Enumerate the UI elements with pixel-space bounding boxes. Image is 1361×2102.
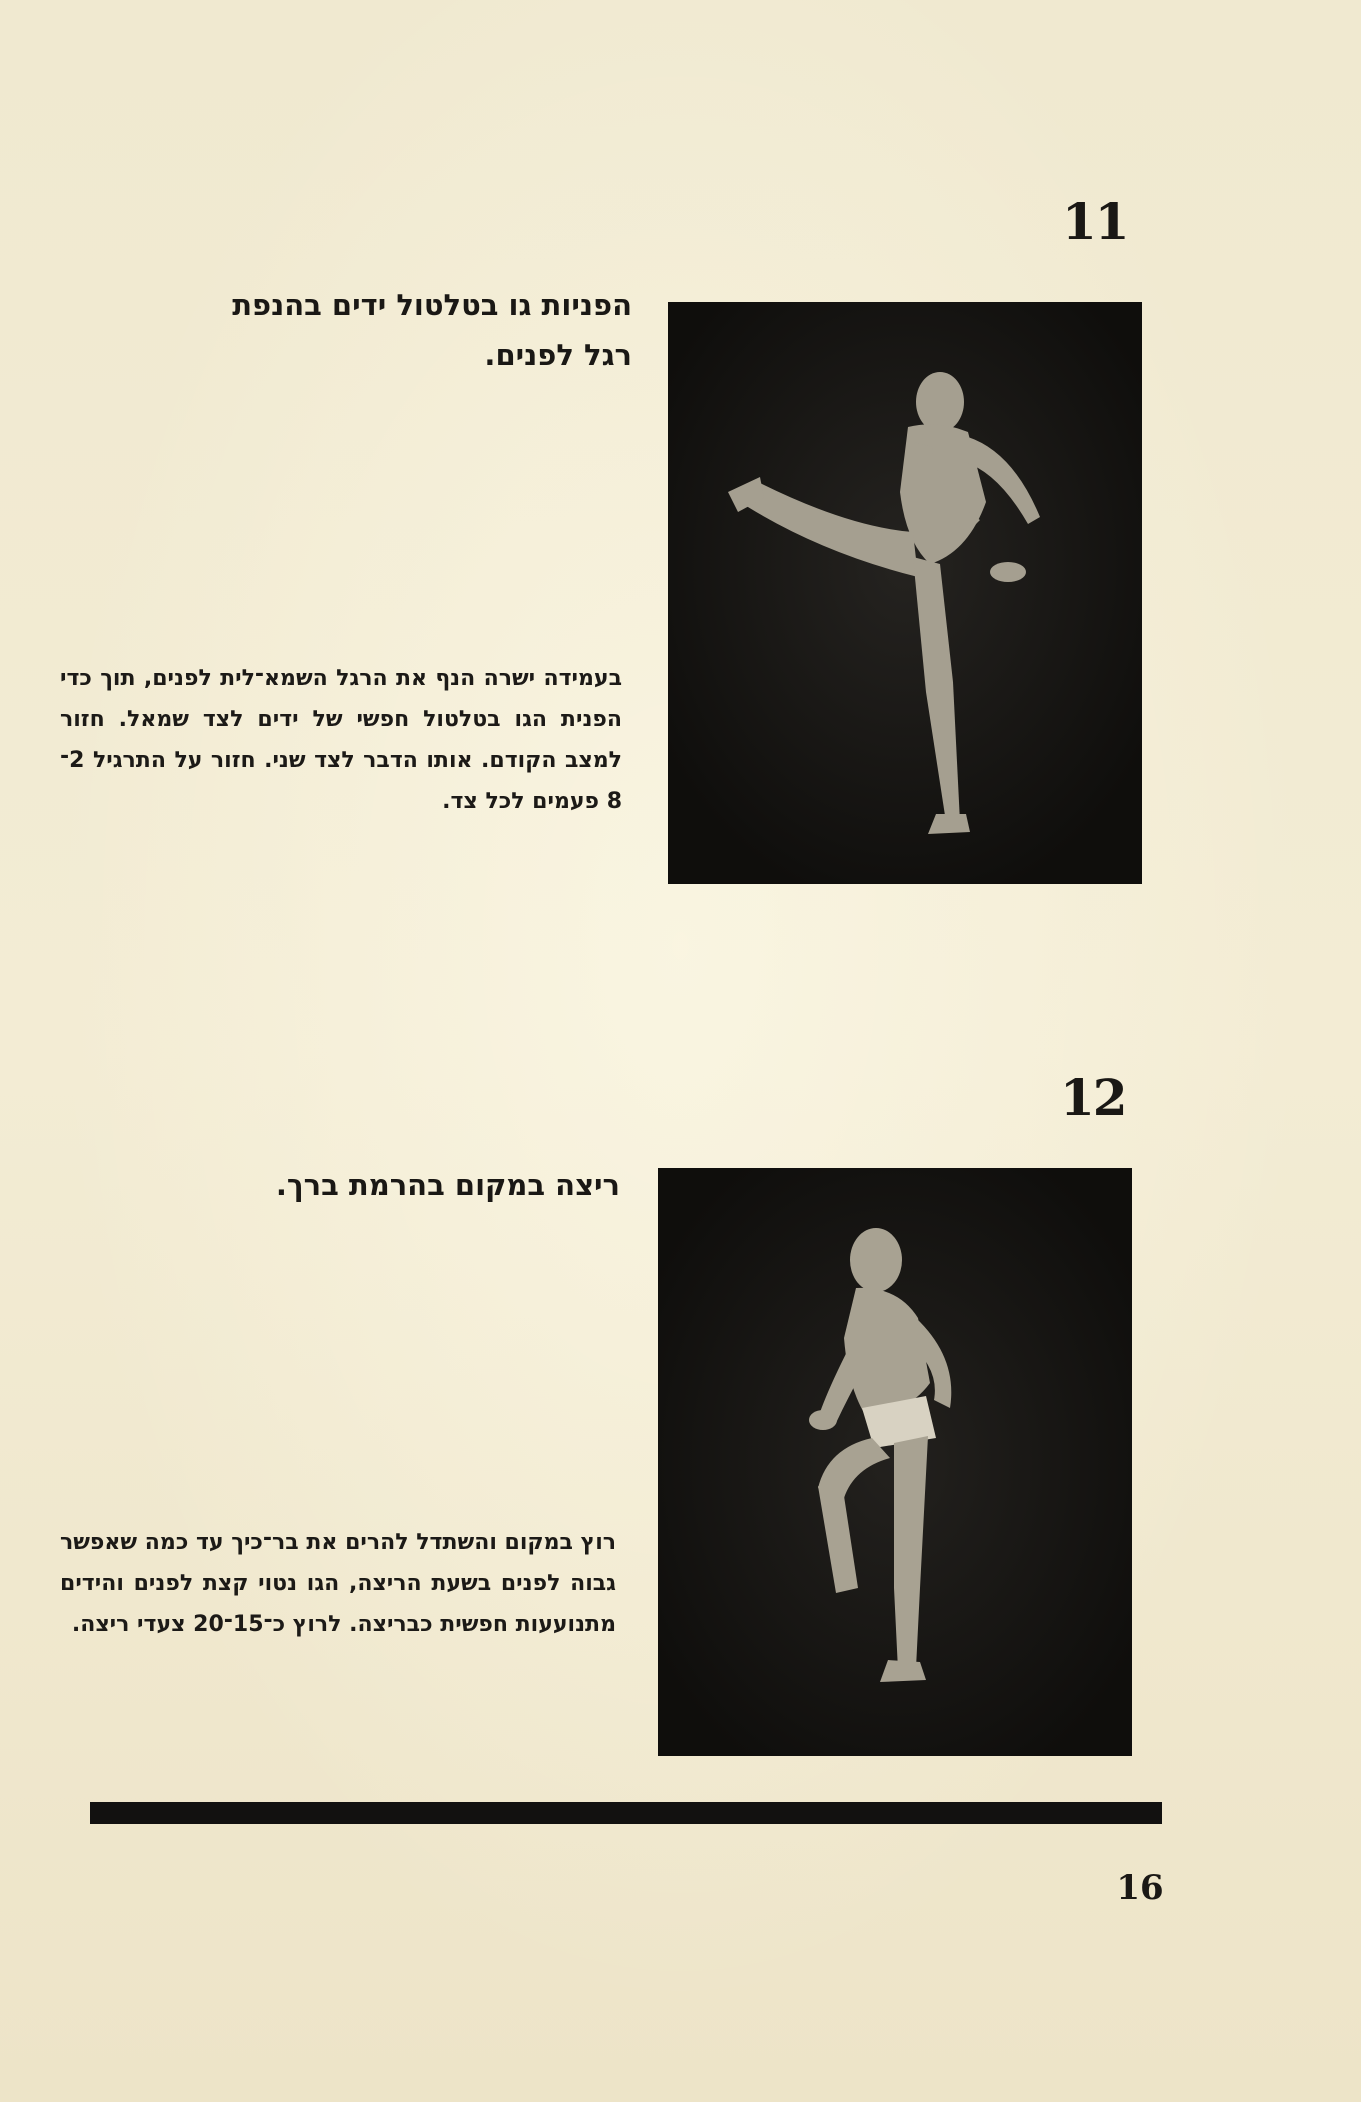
- exercise-11-title: [60, 280, 632, 380]
- exercise-11-title-line1: הפניות גו בטלטול ידים בהנפת: [232, 288, 632, 322]
- exercise-12-figure: [658, 1168, 1132, 1756]
- page-number: 16: [1116, 1868, 1164, 1908]
- exercise-12-title-line1: ריצה במקום בהרמת ברך.: [275, 1168, 620, 1202]
- exercise-11-number: 11: [1062, 192, 1128, 251]
- exercise-11-photo: [668, 302, 1142, 884]
- exercise-12-title: [60, 1160, 620, 1210]
- exercise-12-photo: [658, 1168, 1132, 1756]
- exercise-11-instructions: בעמידה ישרה הנף את הרגל השמא־לית לפנים, תוך כדי הפנית הגו בטלטול חפשי של ידים לצד שמאל. חזור למצב הקודם. אותו הדבר לצד שני. חזור על התרגיל 2־8 פעמים לכל צד.: [60, 666, 622, 814]
- exercise-12-number: 12: [1060, 1068, 1126, 1127]
- exercise-11-title-line2: רגל לפנים.: [484, 338, 632, 372]
- exercise-12-instructions: רוץ במקום והשתדל להרים את בר־כיך עד כמה שאפשר גבוה לפנים בשעת הריצה, הגו נטוי קצת לפנים והידים מתנועעות חפשית כבריצה. לרוץ כ־15־20 צעדי ריצה.: [60, 1530, 616, 1637]
- exercise-11-figure: [668, 302, 1142, 884]
- bottom-rule: [90, 1802, 1162, 1824]
